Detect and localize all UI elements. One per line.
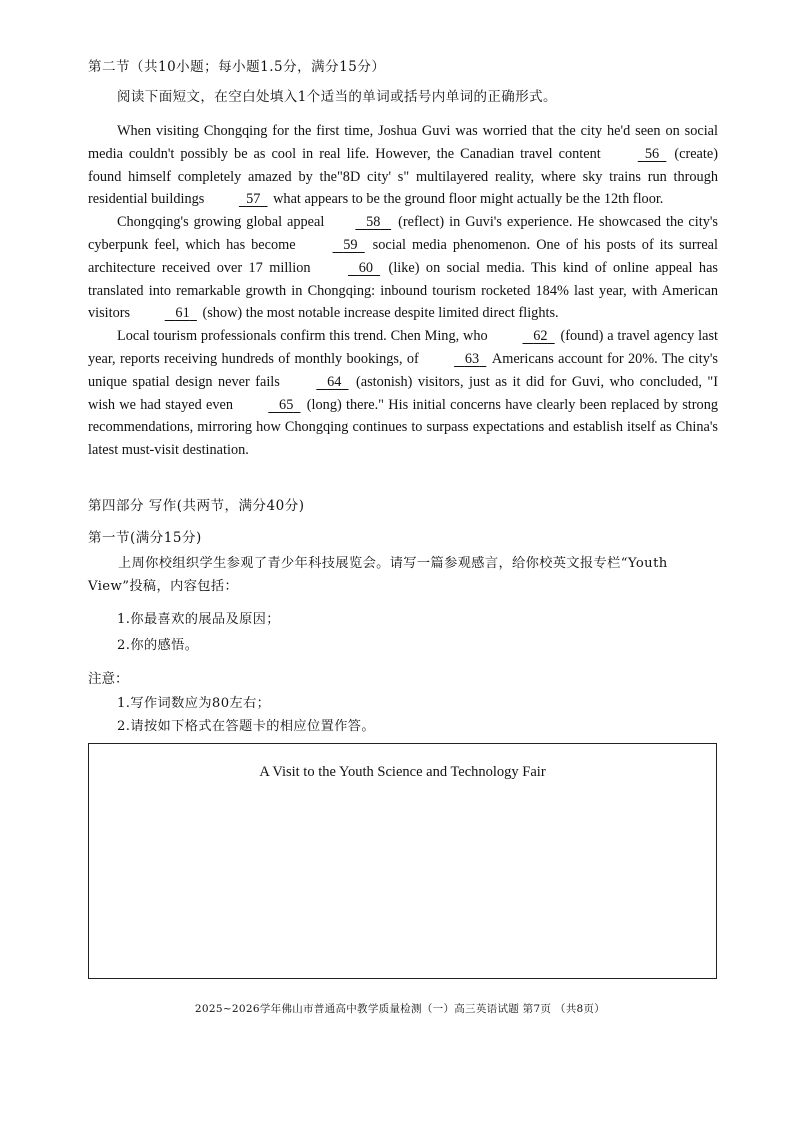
essay-title: A Visit to the Youth Science and Technology Fair	[259, 764, 546, 780]
paragraph-3: Local tourism professionals confirm this trend. Chen Ming, who 62 (found) a travel agency last year, reports receiving hundreds of monthly bookings, of 63 Americans account for 20%. The city's unique spatial design never fails 64 (astonish) visitors, just as it did for Guvi, who concluded, "I wish we had stayed even 65 (long) there." His initial concerns have clearly been replaced by strong recommendations, mirroring how Chongqing continues to surpass expectations and establish itself as China's latest must-visit destination.	[88, 325, 718, 462]
blank-57[interactable]: 57	[246, 191, 261, 208]
blank-63[interactable]: 63	[464, 350, 480, 367]
blank-64[interactable]: 64	[327, 373, 342, 390]
blank-65[interactable]: 65	[279, 396, 294, 413]
blank-61[interactable]: 61	[175, 305, 190, 322]
notes-title: 注意：	[88, 671, 129, 687]
section2-heading: 第二节（共10小题；每小题1.5分，满分15分）	[88, 59, 386, 75]
blank-56[interactable]: 56	[644, 145, 660, 162]
answer-box[interactable]	[88, 743, 717, 979]
note-item-1: 1.写作词数应为80左右；	[117, 696, 271, 711]
grammar-passage	[88, 120, 718, 462]
task-item-1: 1.你最喜欢的展品及原因；	[117, 612, 280, 627]
blank-59[interactable]: 59	[343, 236, 358, 253]
section2-instruction: 阅读下面短文，在空白处填入1个适当的单词或括号内单词的正确形式。	[117, 89, 557, 105]
paragraph-1: When visiting Chongqing for the first time, Joshua Guvi was worried that the city he'd seen on social media couldn't possibly be as cool in real life. However, the Canadian travel content 56 (create) found himself completely amazed by the"8D city' s" multilayered reality, where sky trains run through residential buildings 57 what appears to be the ground floor might actually be the 12th floor.	[88, 120, 718, 211]
page-footer: 2025~2026学年佛山市普通高中教学质量检测（一）高三英语试题 第7页 （共8页）	[194, 1003, 606, 1015]
paragraph-2: Chongqing's growing global appeal 58 (reflect) in Guvi's experience. He showcased the city's cyberpunk feel, which has become 59 social media phenomenon. One of his posts of its surreal architecture received over 17 million 60 (like) on social media. This kind of online appeal has translated into remarkable growth in Chongqing: inbound tourism rocketed 184% last year, with American visitors 61 (show) the most notable increase despite limited direct flights.	[88, 211, 718, 325]
part4-heading: 第四部分 写作(共两节，满分40分)	[88, 498, 305, 514]
writing-task: 上周你校组织学生参观了青少年科技展览会。请写一篇参观感言，给你校英文报专栏“Youth View”投稿，内容包括：	[88, 556, 668, 594]
blank-58[interactable]: 58	[366, 214, 381, 231]
blank-60[interactable]: 60	[358, 259, 373, 276]
task-item-2: 2.你的感悟。	[117, 638, 199, 653]
part4-section1-heading: 第一节(满分15分)	[88, 530, 202, 546]
note-item-2: 2.请按如下格式在答题卡的相应位置作答。	[117, 719, 375, 734]
blank-62[interactable]: 62	[533, 328, 548, 345]
